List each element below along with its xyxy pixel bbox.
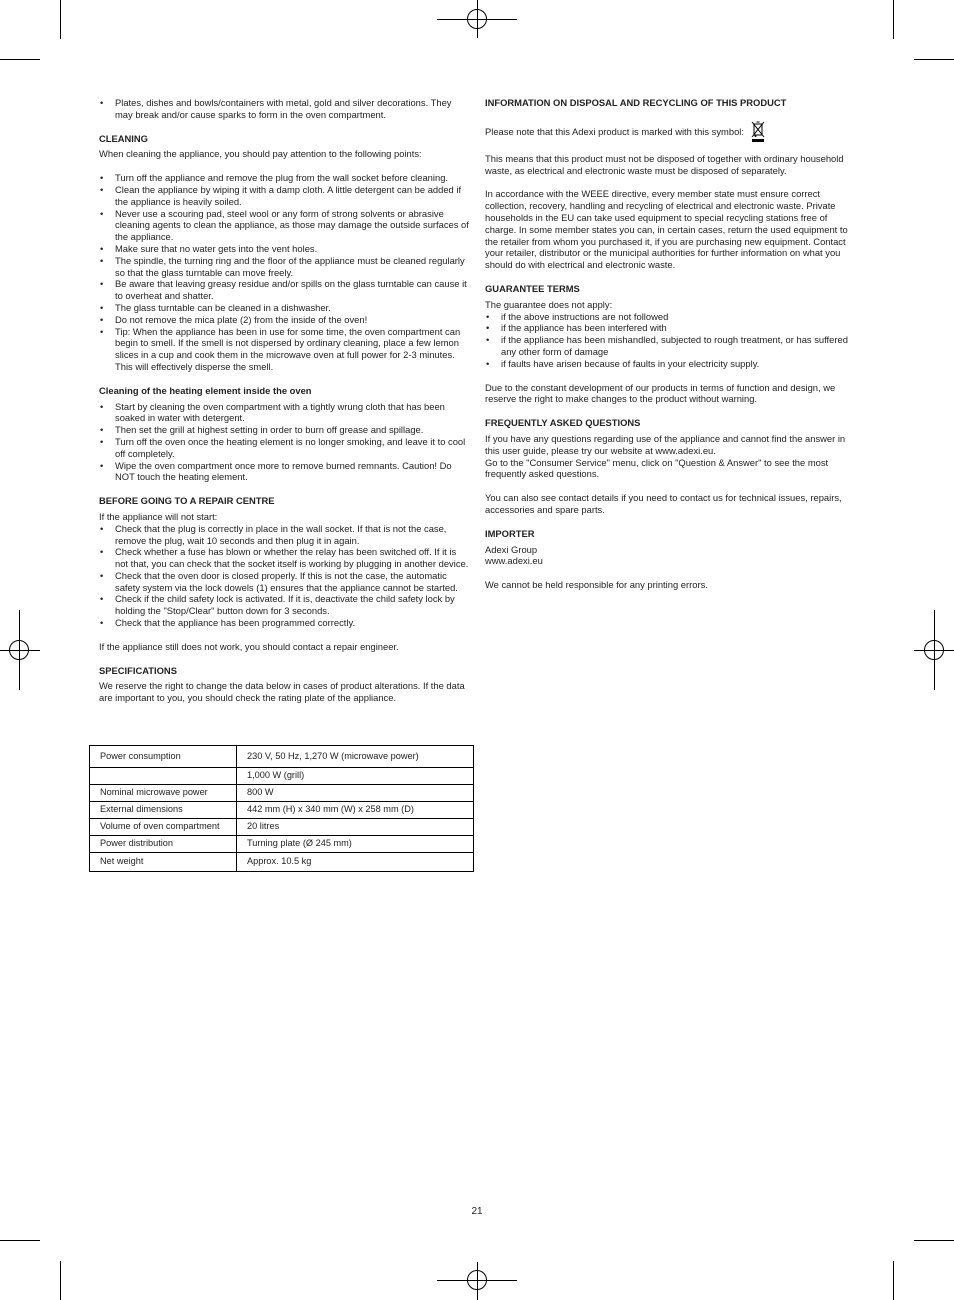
- importer-heading: IMPORTER: [485, 527, 535, 539]
- repair-outro: If the appliance still does not work, you should contact a repair engineer.: [99, 640, 399, 652]
- list-item: • if the appliance has been mishandled, subjected to rough treatment, or has suffered any other form of damage: [485, 334, 857, 358]
- specifications-table: [89, 745, 474, 872]
- faq-paragraph-2: You can also see contact details if you need to contact us for technical issues, repairs, accessories and spare parts.: [485, 492, 842, 515]
- list-item: • if the above instructions are not followed: [485, 311, 857, 323]
- list-item: • if faults have arisen because of faults in your electricity supply.: [485, 358, 857, 370]
- cleaning-list: [99, 172, 471, 373]
- guarantee-heading: GUARANTEE TERMS: [485, 282, 580, 294]
- spec-label: Volume of oven compartment: [90, 819, 237, 836]
- faq-paragraph-1b: Go to the "Consumer Service" menu, click on "Question & Answer" to see the most frequently asked questions.: [485, 456, 829, 480]
- page-number: 21: [471, 1206, 483, 1217]
- heating-list: [99, 401, 471, 484]
- table-row: [90, 802, 474, 819]
- spec-label: Nominal microwave power: [90, 785, 237, 802]
- list-item: • if the appliance has been interfered with: [485, 322, 857, 334]
- list-item: • Check whether a fuse has blown or whether the relay has been switched off. If it is not that, you can check that the socket itself is working by plugging in another device.: [99, 546, 471, 570]
- list-item: • Check if the child safety lock is activated. If it is, deactivate the child safety lock by holding the "Stop/Clear" button down for 3 seconds.: [99, 593, 471, 617]
- list-item: • Make sure that no water gets into the vent holes.: [99, 243, 471, 255]
- disposal-symbol-line: [485, 121, 857, 143]
- spec-value: 442 mm (H) x 340 mm (W) x 258 mm (D): [237, 802, 474, 819]
- list-item: • Plates, dishes and bowls/containers with metal, gold and silver decorations. They may break and/or cause sparks to form in the oven compartment.: [99, 97, 471, 121]
- specs-intro: We reserve the right to change the data below in cases of product alterations. If the data are important to you, you should check the rating plate of the appliance.: [99, 680, 465, 704]
- disposal-heading: INFORMATION ON DISPOSAL AND RECYCLING OF THIS PRODUCT: [485, 97, 787, 108]
- disposal-symbol-text: Please note that this Adexi product is marked with this symbol:: [485, 125, 744, 137]
- importer-url: www.adexi.eu: [485, 555, 543, 567]
- table-row: [90, 768, 474, 785]
- disposal-paragraph-2: In accordance with the WEEE directive, every member state must ensure correct collection, recovery, handling and recycling of electrical and electronic waste. Private households in the EU can take used equipment to special recycling stations free of charge. In some member states you can, in certain cases, return the used equipment to the retailer from whom you purchased it, if you are purchasing new equipment. Contact your retailer, distributor or the municipal authorities for further information on what you should do with electrical and electronic waste.: [485, 188, 848, 271]
- list-item: • Clean the appliance by wiping it with a damp cloth. A little detergent can be added if the appliance is heavily soiled.: [99, 184, 471, 208]
- spec-label: Net weight: [90, 853, 237, 872]
- list-item: • Check that the oven door is closed properly. If this is not the case, the automatic safety system via the lock dowels (1) ensures that the appliance cannot be started.: [99, 570, 471, 594]
- spec-value: 230 V, 50 Hz, 1,270 W (microwave power): [237, 746, 474, 768]
- right-column: [485, 97, 857, 591]
- left-column: [99, 97, 471, 704]
- list-item: • The glass turntable can be cleaned in a dishwasher.: [99, 302, 471, 314]
- list-item: • Turn off the appliance and remove the plug from the wall socket before cleaning.: [99, 172, 471, 184]
- specs-heading: SPECIFICATIONS: [99, 664, 177, 676]
- spec-value: Approx. 10.5 kg: [237, 853, 474, 872]
- list-item: • Do not remove the mica plate (2) from the inside of the oven!: [99, 314, 471, 326]
- spec-label: Power consumption: [90, 746, 237, 768]
- list-item: • Be aware that leaving greasy residue and/or spills on the glass turntable can cause it to overheat and shatter.: [99, 278, 471, 302]
- disposal-paragraph-1: This means that this product must not be disposed of together with ordinary household waste, as electrical and electronic waste must be disposed of separately.: [485, 152, 844, 176]
- list-item: • Start by cleaning the oven compartment with a tightly wrung cloth that has been soaked in water with detergent.: [99, 401, 471, 425]
- guarantee-outro: Due to the constant development of our products in terms of function and design, we reserve the right to make changes to the product without warning.: [485, 381, 836, 405]
- list-item: • Check that the appliance has been programmed correctly.: [99, 617, 471, 629]
- list-item: • Tip: When the appliance has been in use for some time, the oven compartment can begin to smell. If the smell is not dispersed by ordinary cleaning, place a few lemon slices in a cup and cook them in the microwave oven at full power for 2-3 minutes. This will effectively disperse the smell.: [99, 326, 471, 373]
- spec-value: 20 litres: [237, 819, 474, 836]
- list-item: • Check that the plug is correctly in place in the wall socket. If that is not the case, remove the plug, wait 10 seconds and then plug it in again.: [99, 523, 471, 547]
- importer-name: Adexi Group: [485, 543, 538, 555]
- table-row: [90, 836, 474, 853]
- faq-heading: FREQUENTLY ASKED QUESTIONS: [485, 417, 641, 429]
- table-row: [90, 746, 474, 768]
- heating-heading: Cleaning of the heating element inside the oven: [99, 384, 312, 396]
- repair-list: [99, 523, 471, 629]
- list-item: • Wipe the oven compartment once more to remove burned remnants. Caution! Do NOT touch the heating element.: [99, 460, 471, 484]
- spec-value: Turning plate (Ø 245 mm): [237, 836, 474, 853]
- list-item: • The spindle, the turning ring and the floor of the appliance must be cleaned regularly so that the glass turntable can move freely.: [99, 255, 471, 279]
- guarantee-intro: The guarantee does not apply:: [485, 298, 613, 310]
- cleaning-heading: CLEANING: [99, 132, 148, 144]
- repair-intro: If the appliance will not start:: [99, 510, 218, 522]
- guarantee-list: [485, 311, 857, 370]
- list-item: • Turn off the oven once the heating element is no longer smoking, and leave it to cool off completely.: [99, 436, 471, 460]
- table-row: [90, 819, 474, 836]
- spec-label: [90, 768, 237, 785]
- table-row: [90, 785, 474, 802]
- printing-disclaimer: We cannot be held responsible for any printing errors.: [485, 579, 708, 591]
- spec-value: 1,000 W (grill): [237, 768, 474, 785]
- cleaning-intro: When cleaning the appliance, you should pay attention to the following points:: [99, 148, 422, 160]
- list-item: • Then set the grill at highest setting in order to burn off grease and spillage.: [99, 424, 471, 436]
- spec-label: Power distribution: [90, 836, 237, 853]
- intro-list: [99, 97, 471, 121]
- spec-value: 800 W: [237, 785, 474, 802]
- crossed-out-wheelie-bin-icon: [751, 121, 765, 143]
- repair-heading: BEFORE GOING TO A REPAIR CENTRE: [99, 495, 275, 507]
- faq-paragraph-1a: If you have any questions regarding use of the appliance and cannot find the answer in this user guide, please try our website at www.adexi.eu.: [485, 432, 846, 456]
- table-row: [90, 853, 474, 872]
- list-item: • Never use a scouring pad, steel wool or any form of strong solvents or abrasive cleaning agents to clean the appliance, as those may damage the outside surfaces of the appliance.: [99, 208, 471, 243]
- spec-label: External dimensions: [90, 802, 237, 819]
